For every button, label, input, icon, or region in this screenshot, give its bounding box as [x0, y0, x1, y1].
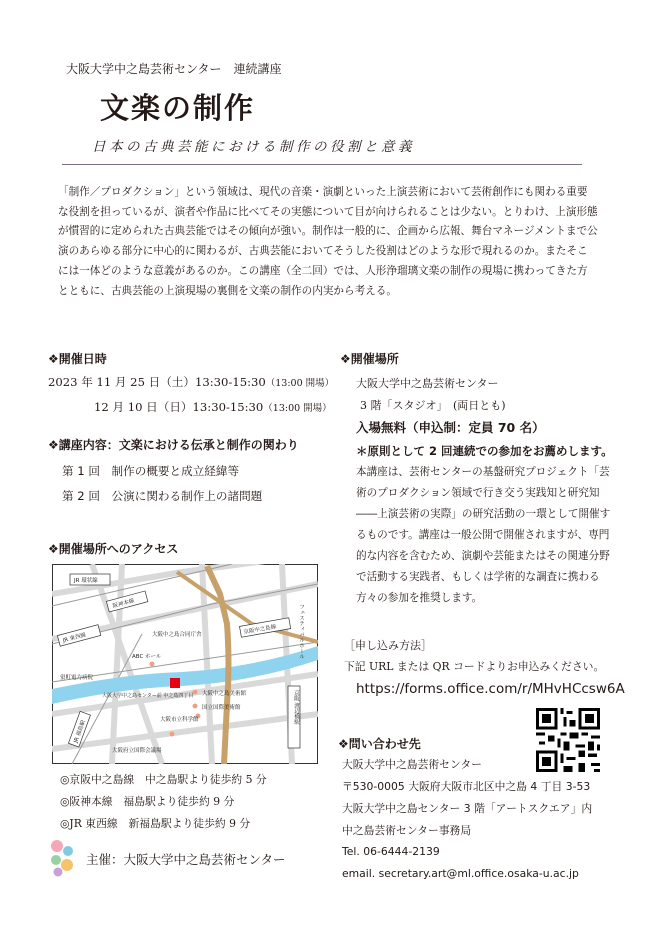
venue-name: 大阪大学中之島芸術センター [356, 377, 499, 390]
admission-fee: 入場無料（申込制：定員 70 名） [356, 420, 545, 435]
map-label-jr-kanjo: JR 環状線 [74, 578, 98, 584]
venue-room: 3 階「スタジオ」 (両日とも) [360, 399, 506, 412]
map-label-science-museum: 国立国際美術館 [202, 705, 241, 711]
access-route-1: ◎京阪中之島線 中之島駅より徒歩約 5 分 [60, 773, 267, 786]
content-heading: ❖講座内容：文楽における伝承と制作の関わり [48, 438, 299, 452]
access-route-2: ◎阪神本線 福島駅より徒歩約 9 分 [60, 795, 235, 808]
map-label-art-museum: 大阪中之島美術館 [202, 691, 247, 697]
session-2-title: 公演に関わる制作上の諸問題 [111, 489, 263, 503]
access-map [52, 564, 318, 764]
session-1 [62, 463, 239, 479]
session-2-no: 第 2 回 [62, 489, 100, 503]
map-label-kagakukan: 大阪市立科学館 [160, 717, 199, 723]
map-label-jr-tozai: JR 東西線 [62, 632, 87, 645]
project-description: 本講座は、芸術センターの基盤研究プロジェクト「芸術のプロダクション領域で行き交う実践知と研究知――上演芸術の実際」の研究活動の一環として開催するものです。講座は一般公開で開催されますが、専門的な内容を含むため、演劇や芸能またはその関連分野で活動する実践者、もしくは学術的な調査に携わる方々の参加を推奨します。 [356, 466, 611, 604]
venue-marker [170, 678, 180, 688]
dates-heading: ❖開催日時 [48, 352, 107, 366]
date-1-text: 2023 年 11 月 25 日（土）13:30-15:30 [48, 375, 266, 389]
map-label-keihan-nakanoshima: 京阪中之島線 [243, 624, 277, 636]
access-route-3: ◎JR 東西線 新福島駅より徒歩約 9 分 [60, 817, 251, 830]
map-label-int-conf: 大阪府立国際会議場 [112, 748, 162, 754]
map-label-festival-hall: フェスティバルホール [298, 604, 304, 659]
qr-code-icon[interactable] [536, 708, 600, 772]
map-label-jr-fukushima: JR 福島駅 [73, 719, 88, 744]
contact-address: 〒530-0005 大阪府大阪市北区中之島 4 丁目 3-53 [342, 780, 591, 793]
date-2 [94, 399, 332, 415]
venue-heading: ❖開催場所 [340, 352, 399, 366]
apply-instructions: 下記 URL または QR コードよりお申込みください。 [344, 660, 605, 673]
intro-text: 「制作／プロダクション」という領域は、現代の音楽・演劇といった上演芸術において芸術創作にも関わる重要な役割を担っているが、演者や作品に比べてその実態について目が向けられることは少ない。とりわけ、上演形態が慣習的に定められた古典芸能ではその傾向が強い。制作は一般的に、企画から広報、舞台マネージメントまで公演のあらゆる部分に中心的に関わるが、古典芸能においてそうした役割はどのような形で現れるのか。またそこには一体どのような意義があるのか。この講座（全二回）では、人形浄瑠璃文楽の制作の現場に携わってきた方とともに、古典芸能の上演現場の裏側を文楽の制作の内実から考える。 [58, 186, 598, 297]
contact-heading: ❖問い合わせ先 [338, 737, 421, 751]
map-label-oumk: 大阪大学中之島センター前 中之島四丁目 [102, 693, 194, 699]
access-heading: ❖開催場所へのアクセス [48, 542, 179, 556]
session-1-title: 制作の概要と成立経緯等 [111, 464, 240, 478]
map-label-keihan-watanabe: 京阪 渡辺橋駅 [293, 690, 299, 725]
session-1-no: 第 1 回 [62, 464, 100, 478]
attendance-note: ＊原則として 2 回連続での参加をお薦めします。 [356, 444, 613, 458]
apply-heading: ［申し込み方法］ [344, 639, 432, 652]
intro-paragraph [58, 183, 598, 301]
session-2 [62, 488, 262, 504]
page-subtitle: 日本の古典芸能における制作の役割と意義 [92, 139, 415, 155]
date-1 [48, 374, 334, 390]
contact-org: 大阪大学中之島芸術センター [342, 758, 482, 771]
org-series-label: 大阪大学中之島芸術センター 連続講座 [66, 62, 282, 76]
organizer: 主催：大阪大学中之島芸術センター [86, 852, 286, 867]
map-label-abc-hall: ABC ホール [132, 654, 162, 660]
map-label-hanshin: 阪神本線 [112, 598, 136, 610]
contact-building: 大阪大学中之島センター 3 階「アートスクエア」内 [342, 802, 593, 815]
map-label-hotarumachi: 蛍町電力病院 [60, 675, 94, 681]
contact-office: 中之島芸術センター事務局 [342, 824, 472, 837]
page-title: 文楽の制作 [100, 91, 256, 125]
date-1-note: （13:00 開場） [265, 378, 335, 389]
map-label-joint-office: 大阪中之島合同庁舎 [152, 632, 202, 638]
contact-email-link[interactable]: email. secretary.art@ml.office.osaka-u.ac.jp [342, 867, 579, 880]
title-divider [62, 164, 582, 165]
contact-phone: Tel. 06-6444-2139 [342, 845, 440, 858]
date-2-text: 12 月 10 日（日）13:30-15:30 [94, 400, 264, 414]
date-2-note: （13:00 開場） [263, 403, 332, 414]
nakanoshima-art-center-logo [46, 838, 78, 878]
apply-url-link[interactable]: https://forms.office.com/r/MHvHCcsw6A [356, 681, 625, 697]
